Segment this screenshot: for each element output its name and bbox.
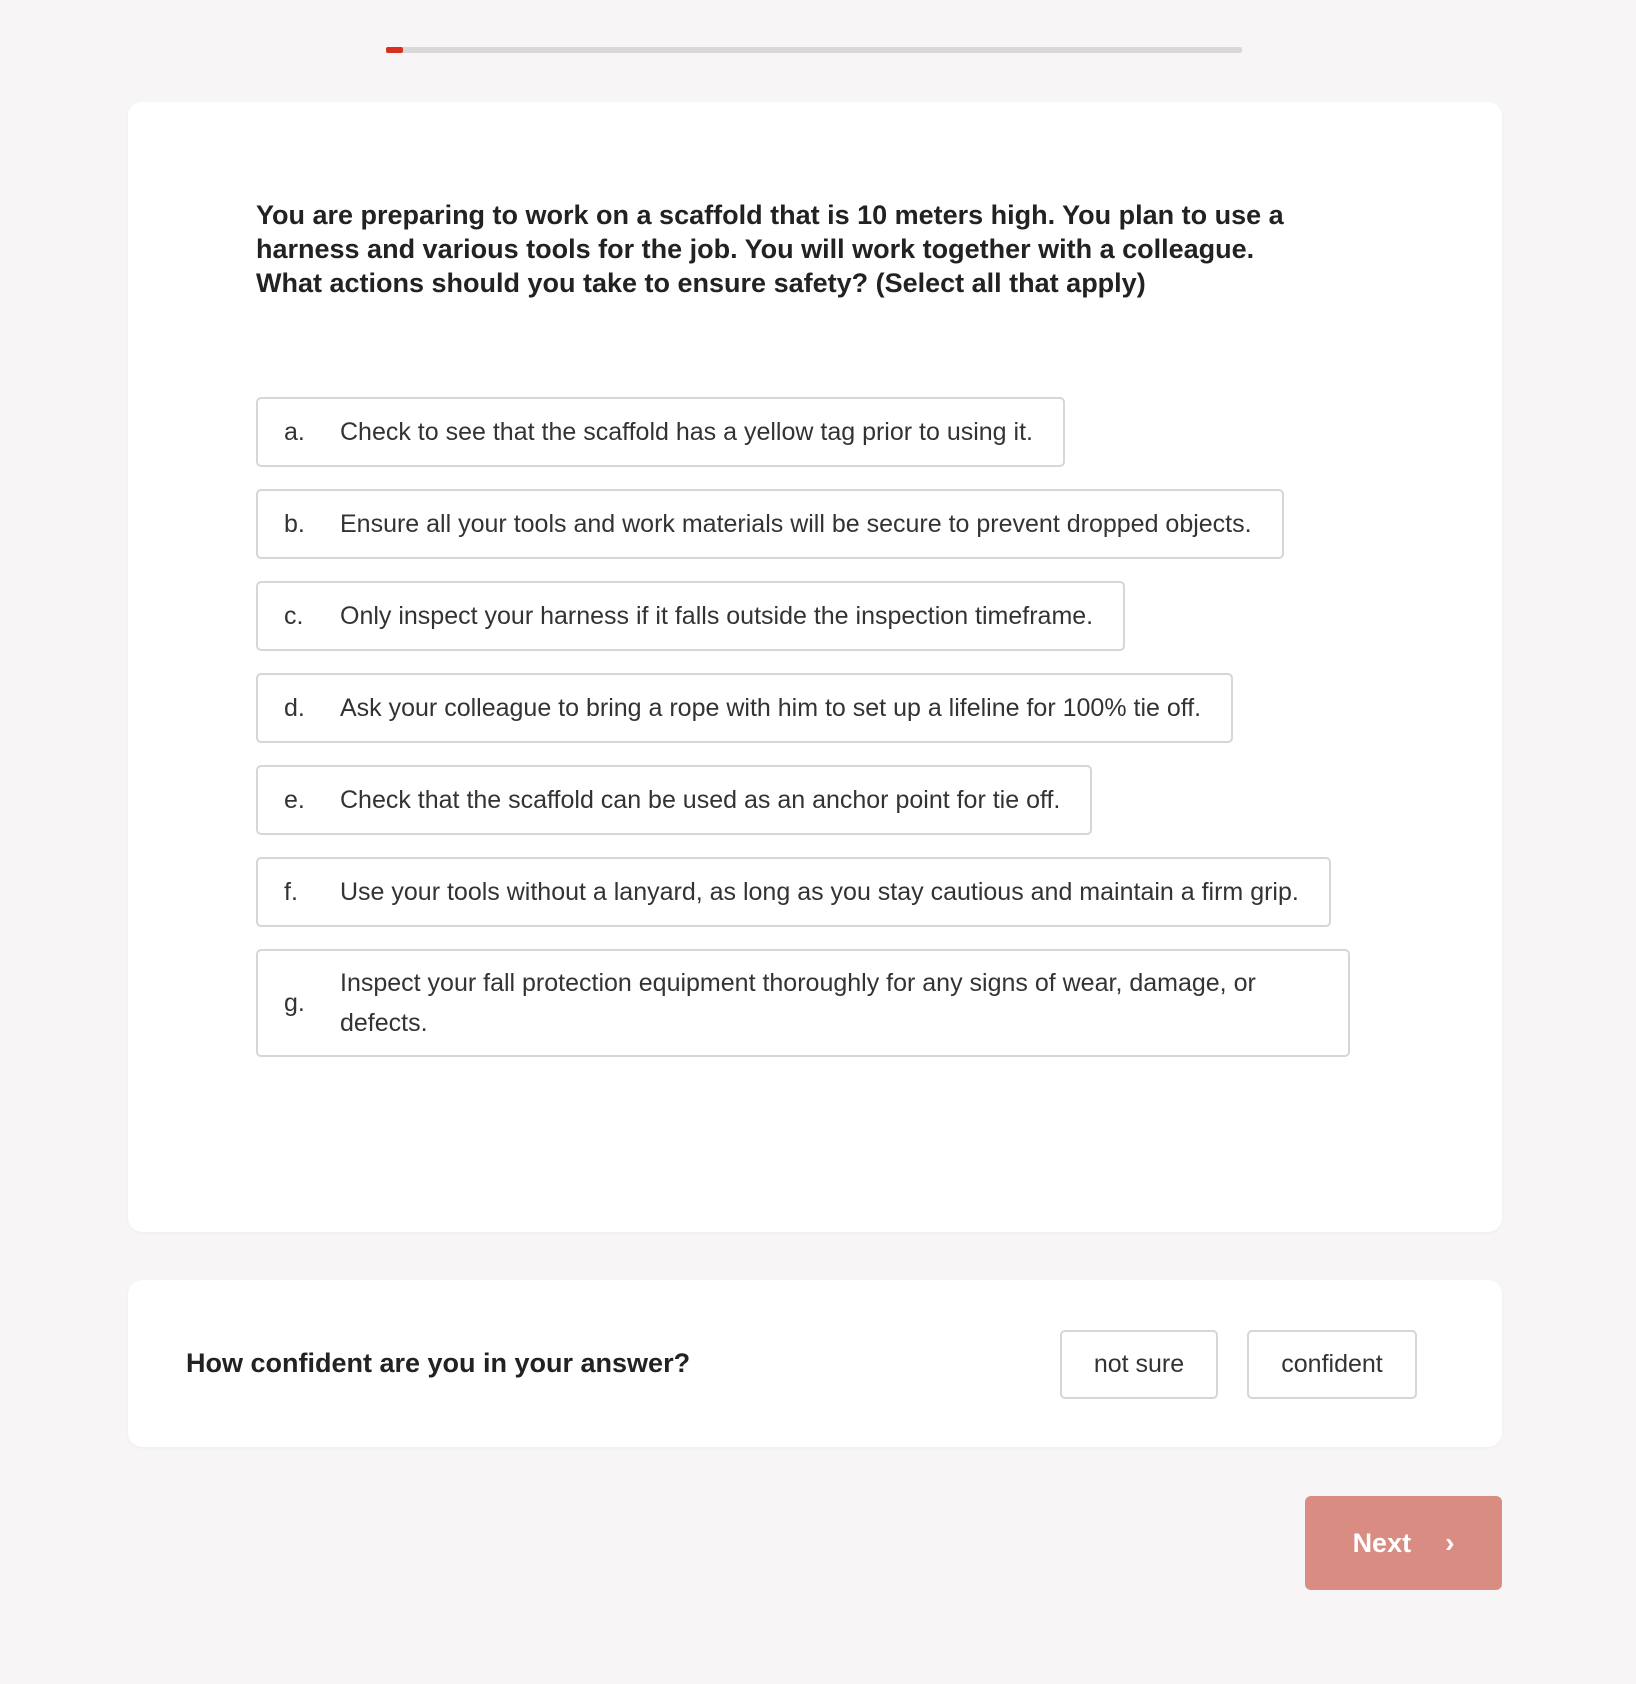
option-letter: a. [284, 417, 305, 446]
option-text: Check to see that the scaffold has a yellow tag prior to using it. [340, 418, 1033, 446]
answer-option-e[interactable] [256, 765, 1092, 835]
question-text: You are preparing to work on a scaffold that is 10 meters high. You plan to use a harness and various tools for the job. You will work together with a colleague. What actions should you take to ensure safety? (Select all that apply) [256, 200, 1284, 298]
answer-option-a[interactable] [256, 397, 1065, 467]
answer-option-d[interactable] [256, 673, 1233, 743]
option-letter: d. [284, 693, 305, 722]
option-letter: f. [284, 877, 298, 906]
progress-bar [386, 47, 1242, 53]
not-sure-button[interactable]: not sure [1060, 1330, 1218, 1399]
option-letter: g. [284, 988, 305, 1017]
option-letter: e. [284, 785, 305, 814]
next-button[interactable] [1305, 1496, 1502, 1590]
option-text: Ensure all your tools and work materials will be secure to prevent dropped objects. [340, 510, 1252, 538]
option-letter: c. [284, 601, 304, 630]
chevron-right-icon: › [1445, 1527, 1455, 1558]
option-text: Inspect your fall protection equipment thoroughly for any signs of wear, damage, or defects. [340, 969, 1256, 1037]
confident-button[interactable]: confident [1247, 1330, 1417, 1399]
option-letter: b. [284, 509, 305, 538]
answer-option-g[interactable] [256, 949, 1350, 1057]
confidence-card [128, 1280, 1502, 1447]
option-text: Use your tools without a lanyard, as long as you stay cautious and maintain a firm grip. [340, 878, 1299, 906]
option-text: Ask your colleague to bring a rope with him to set up a lifeline for 100% tie off. [340, 694, 1202, 722]
option-text: Only inspect your harness if it falls outside the inspection timeframe. [340, 602, 1094, 630]
answer-option-f[interactable] [256, 857, 1331, 927]
answer-options [256, 397, 1350, 1079]
confidence-label: How confident are you in your answer? [186, 1348, 691, 1378]
progress-bar-fill [386, 47, 403, 53]
next-label: Next [1352, 1527, 1412, 1558]
question-card [128, 102, 1502, 1232]
answer-option-b[interactable] [256, 489, 1284, 559]
option-text: Check that the scaffold can be used as an anchor point for tie off. [340, 786, 1061, 814]
answer-option-c[interactable] [256, 581, 1125, 651]
